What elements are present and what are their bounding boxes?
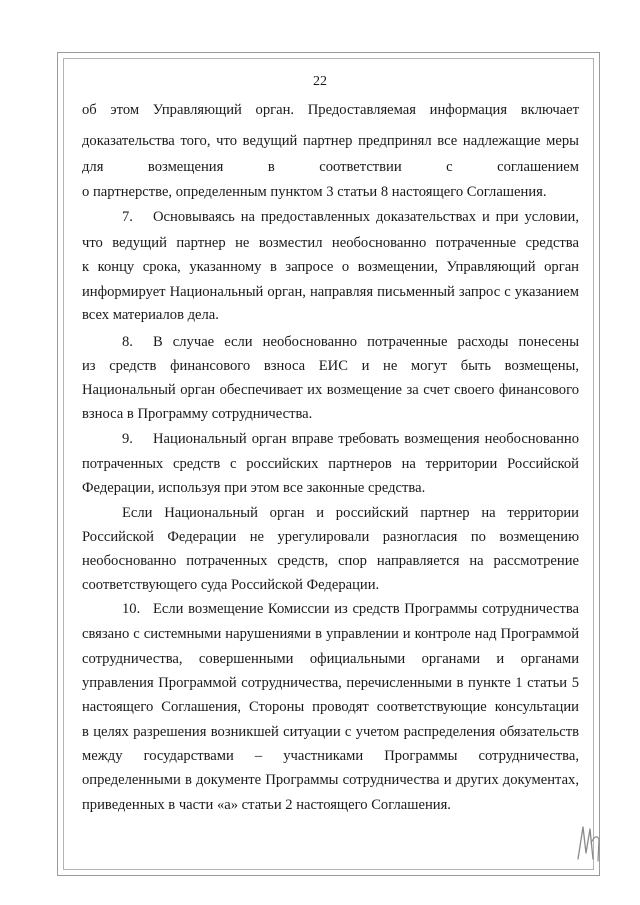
text-line: Основываясь на предоставленных доказательствах и при условии, <box>153 209 579 225</box>
text-line: управления Программой сотрудничества, перечисленными в пункте 1 статьи 5 <box>82 675 579 691</box>
paragraph-number: 8. <box>122 334 133 350</box>
text-line: что ведущий партнер не возместил необоснованно потраченные средства <box>82 235 579 251</box>
text-line: настоящего Соглашения, Стороны проводят соответствующие консультации <box>82 699 579 715</box>
text-line: к концу срока, указанному в запросе о возмещении, Управляющий орган <box>82 259 579 275</box>
text-line: потраченных средств с российских партнеров на территории Российской <box>82 456 579 472</box>
text-line: сотрудничества, совершенными официальными органами и органами <box>82 651 579 667</box>
text-line: необоснованно потраченных средств, спор направляется на рассмотрение <box>82 553 579 569</box>
text-line: в целях разрешения возникшей ситуации с учетом распределения обязательств <box>82 724 579 740</box>
paragraph-9-first-line <box>82 430 579 448</box>
paragraph-7-first-line <box>82 208 579 226</box>
text-line: доказательства того, что ведущий партнер предпринял все надлежащие меры <box>82 133 579 149</box>
text-line: Если возмещение Комиссии из средств Программы сотрудничества <box>153 601 579 617</box>
text-line: связано с системными нарушениями в управлении и контроле над Программой <box>82 626 579 642</box>
text-line: взноса в Программу сотрудничества. <box>82 406 313 422</box>
text-line: об этом Управляющий орган. Предоставляемая информация включает <box>82 102 579 118</box>
text-line: В случае если необоснованно потраченные расходы понесены <box>153 334 579 350</box>
text-line: между государствами – участниками Программы сотрудничества, <box>82 748 579 764</box>
text-line: соответствующего суда Российской Федерации. <box>82 577 380 593</box>
page-number: 22 <box>313 74 327 89</box>
text-line: о партнерстве, определенным пунктом 3 статьи 8 настоящего Соглашения. <box>82 184 547 200</box>
paragraph-number: 7. <box>122 209 133 225</box>
text-line: всех материалов дела. <box>82 307 219 323</box>
paragraph-10-first-line <box>82 600 579 618</box>
handwritten-initials-mark <box>574 823 602 868</box>
text-line: для возмещения в соответствии с соглашением <box>82 159 579 175</box>
text-line: Национальный орган вправе требовать возмещения необоснованно <box>153 431 579 447</box>
text-line: приведенных в части «а» статьи 2 настоящего Соглашения. <box>82 797 451 813</box>
paragraph-8-first-line <box>82 333 579 351</box>
paragraph-number: 10. <box>122 601 141 617</box>
text-line: Федерации, используя при этом все законные средства. <box>82 480 426 496</box>
text-line: определенными в документе Программы сотрудничества и других документах, <box>82 772 579 788</box>
text-line: Национальный орган обеспечивает их возмещение за счет своего финансового <box>82 382 579 398</box>
paragraph-number: 9. <box>122 431 133 447</box>
text-line: Российской Федерации не урегулировали разногласия по возмещению <box>82 529 579 545</box>
paragraph-first-line: Если Национальный орган и российский партнер на территории <box>122 505 579 521</box>
text-line: информирует Национальный орган, направляя письменный запрос с указанием <box>82 284 579 300</box>
text-line: из средств финансового взноса ЕИС и не могут быть возмещены, <box>82 358 579 374</box>
